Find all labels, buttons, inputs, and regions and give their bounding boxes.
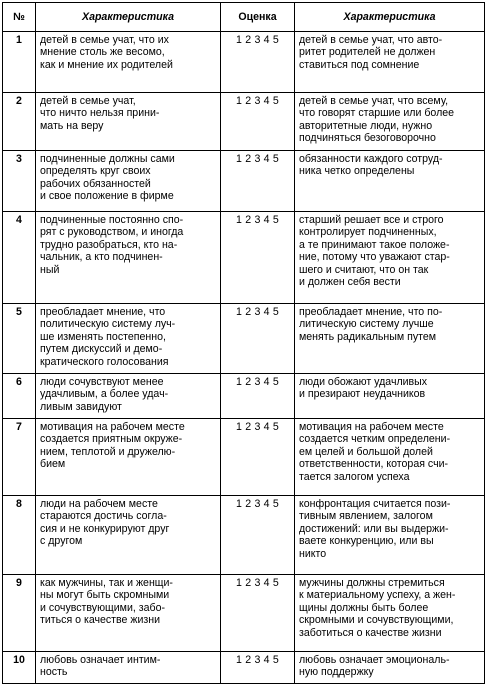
score-scale: 1 2 3 4 5: [221, 419, 295, 496]
right-characteristic: конфронтация считается пози- тивным явлением, залогом достижений: или вы выдержи- ваете конкуренцию, или вы никто: [295, 496, 485, 575]
survey-table: [2, 2, 485, 684]
right-characteristic: преобладает мнение, что по- литическую систему лучше менять радикальным путем: [295, 304, 485, 374]
row-number: 4: [3, 212, 36, 304]
left-characteristic: детей в семье учат, что их мнение столь же весомо, как и мнение их родителей: [36, 32, 221, 93]
left-characteristic: детей в семье учат, что ничто нельзя прини- мать на веру: [36, 93, 221, 151]
left-characteristic: люди сочувствуют менее удачливым, а более удач- ливым завидуют: [36, 374, 221, 419]
table-row: [3, 32, 485, 93]
right-characteristic: люди обожают удачливых и презирают неудачников: [295, 374, 485, 419]
table-row: [3, 374, 485, 419]
right-characteristic: любовь означает эмоциональ- ную поддержку: [295, 652, 485, 684]
score-scale: 1 2 3 4 5: [221, 496, 295, 575]
score-scale: 1 2 3 4 5: [221, 575, 295, 652]
header-left-characteristic: Характеристика: [36, 3, 221, 32]
left-characteristic: подчиненные постоянно спо- рят с руководством, и иногда трудно разобраться, кто на- чальник, а кто подчинен- ный: [36, 212, 221, 304]
right-characteristic: детей в семье учат, что всему, что говорят старшие или более авторитетные люди, нужно подчиняться безоговорочно: [295, 93, 485, 151]
right-characteristic: мотивация на рабочем месте создается четким определени- ем целей и большой долей ответственности, которая счи- тается залогом успеха: [295, 419, 485, 496]
row-number: 1: [3, 32, 36, 93]
row-number: 10: [3, 652, 36, 684]
score-scale: 1 2 3 4 5: [221, 304, 295, 374]
table-row: [3, 212, 485, 304]
row-number: 9: [3, 575, 36, 652]
left-characteristic: как мужчины, так и женщи- ны могут быть скромными и сочувствующими, забо- титься о качестве жизни: [36, 575, 221, 652]
table-row: [3, 575, 485, 652]
left-characteristic: люди на рабочем месте стараются достичь согла- сия и не конкурируют друг с другом: [36, 496, 221, 575]
header-num: №: [3, 3, 36, 32]
row-number: 8: [3, 496, 36, 575]
table-row: [3, 151, 485, 212]
table-row: [3, 652, 485, 684]
row-number: 5: [3, 304, 36, 374]
left-characteristic: мотивация на рабочем месте создается приятным окруже- нием, теплотой и дружелю- бием: [36, 419, 221, 496]
table-row: [3, 419, 485, 496]
score-scale: 1 2 3 4 5: [221, 652, 295, 684]
score-scale: 1 2 3 4 5: [221, 93, 295, 151]
score-scale: 1 2 3 4 5: [221, 212, 295, 304]
score-scale: 1 2 3 4 5: [221, 32, 295, 93]
row-number: 2: [3, 93, 36, 151]
right-characteristic: детей в семье учат, что авто- ритет родителей не должен ставиться под сомнение: [295, 32, 485, 93]
right-characteristic: мужчины должны стремиться к материальному успеху, а жен- щины должны быть более скромными и сочувствующими, заботиться о качестве жизни: [295, 575, 485, 652]
score-scale: 1 2 3 4 5: [221, 374, 295, 419]
left-characteristic: любовь означает интим- ность: [36, 652, 221, 684]
table-row: [3, 304, 485, 374]
header-right-characteristic: Характеристика: [295, 3, 485, 32]
row-number: 7: [3, 419, 36, 496]
table-row: [3, 496, 485, 575]
table-body: [3, 32, 485, 684]
right-characteristic: обязанности каждого сотруд- ника четко определены: [295, 151, 485, 212]
header-row: [3, 3, 485, 32]
left-characteristic: подчиненные должны сами определять круг своих рабочих обязанностей и свое положение в фирме: [36, 151, 221, 212]
header-score: Оценка: [221, 3, 295, 32]
left-characteristic: преобладает мнение, что политическую систему луч- ше изменять постепенно, путем дискуссий и демо- кратического голосования: [36, 304, 221, 374]
row-number: 6: [3, 374, 36, 419]
right-characteristic: старший решает все и строго контролирует подчиненных, а те принимают такое положе- ние, потому что уважают стар- шего и считают, что он так и должен себя вести: [295, 212, 485, 304]
row-number: 3: [3, 151, 36, 212]
table-row: [3, 93, 485, 151]
score-scale: 1 2 3 4 5: [221, 151, 295, 212]
